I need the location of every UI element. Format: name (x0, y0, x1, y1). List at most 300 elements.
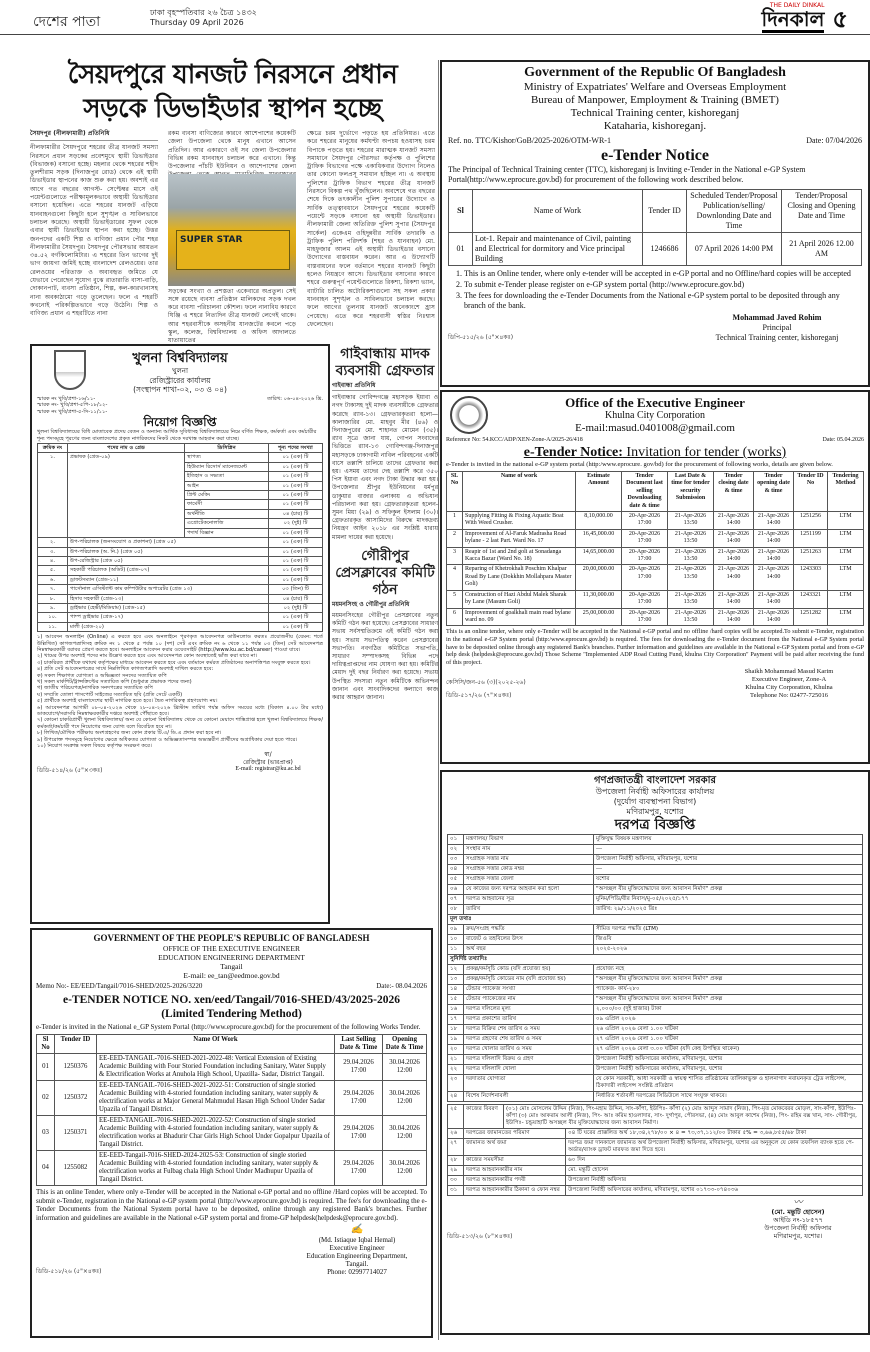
table-cell: ০১ (448, 835, 464, 845)
col-header: Tender closing date & time (714, 472, 754, 512)
signature-icon: ✍ (350, 1224, 364, 1235)
table-cell: মো. মন্তুটি হোসেন (566, 1166, 863, 1176)
table-cell: ২,০০০/০০ (দুই হাজার) টাকা (594, 1005, 863, 1015)
condition-item: খ) সকল মার্কশিট/ট্রান্সক্রিপ্টের সত্যায়িত কপি (শুধুমাত্র প্রভাষক পদের জন্য) (37, 679, 192, 685)
table-cell: ২৭ এপ্রিল ২০২৬ বেলা ১.০০ ঘটিকা (594, 1035, 863, 1045)
side-headline-2: গৌরীপুর প্রেসক্লাবের কমিটি গঠন (335, 547, 435, 598)
col-header: Tender ID (55, 1035, 97, 1054)
ttc-tender-table (448, 189, 862, 266)
table-cell: উপ-রেজিস্ট্রার (গ্রেড ০৫) (68, 556, 269, 565)
notice-footer: This is an online tender, where only e-Tender will be accepted in the National e-GP portal and no offline /hard copies will be accepted.To submit e-Tender, registration in the national e-GP System portal (http:/www.eprocure.gov.bd) is required. The fees for downloading the e-Tender document from the National e-GP System portal have to be deposited online through any registered Bank's branches. Further information and guidelines are available in the National e-GP System portal and from e-GP help desk (helpdesk@eprocure.gov.bd) Those Scheme "Implemented ADP Road Cutting Fund, khulna City Corporation" Payment will be paid after receiving the fund of this project. (446, 628, 864, 666)
table-cell: পদার্থ বিজ্ঞান (185, 528, 269, 537)
table-row (448, 1075, 863, 1092)
signer-title: উপজেলা নির্বাহী অফিসার (764, 1224, 832, 1232)
signer-name: (মো. মন্তুটি হোসেন) (771, 1208, 825, 1216)
side-headline-1: গাইবান্ধায় মাদক ব্যবসায়ী গ্রেফতার (335, 346, 435, 379)
table-row (448, 875, 863, 885)
table-cell: প্রভাষক (গ্রেড-০৯) (68, 453, 185, 538)
table-cell: দরপত্র আহবানকারীর নাম (464, 1166, 566, 1176)
table-cell: ০১ (এক) টি (269, 575, 323, 584)
table-cell: বিশেষ নির্দেশনাবলী (464, 1092, 594, 1102)
signer-title: Executive Engineer, Zone-A (751, 676, 827, 684)
table-row (38, 603, 323, 612)
table-row (37, 1081, 427, 1116)
table-cell: ১৩ (448, 975, 464, 985)
masthead-logo (762, 2, 848, 33)
table-cell: ১৮ (448, 1025, 464, 1035)
table-cell: ২৭ (448, 1139, 464, 1156)
table-cell: 21-Apr-2026 14:00 (754, 512, 794, 530)
table-row (447, 608, 864, 626)
notice-date: তারিখ: ০৬-০৪-২০২৬ খ্রি. (267, 396, 323, 402)
table-cell: ০২ (448, 845, 464, 855)
table-row (448, 1055, 863, 1065)
table-row (448, 855, 863, 865)
notice-intro: খুলনা বিশ্ববিদ্যালয়ের বিধি মোতাবেক প্রদেয় বেতন ও অন্যান্য আর্থিক সুবিধাসহ বিশ্ববিদ্যালয়ের নিম্নে বর্ণিত শিক্ষক, কর্মকর্তা এবং কর্মচারীর শূন্য পদসমূহে পূরণের জন্য বাংলাদেশের প্রকৃত নাগরিকদের নিকট থেকে দরখাস্ত আহবান করা যাচ্ছে। (37, 429, 317, 442)
table-row (448, 935, 863, 945)
table-cell: 1 (447, 512, 463, 530)
table-cell: 21-Apr-2026 14:00 (714, 590, 754, 608)
table-row (448, 1035, 863, 1045)
side-stories (332, 344, 438, 924)
ad-code: ডিডি-৫১৩/২৬ (৮"×৪কঃ) (447, 1233, 513, 1240)
condition-item: ৮) লিখিত/মৌখিক পরীক্ষায় অংশগ্রহণের জন্য কোন প্রকার টি.এ/ ডি.এ প্রদান করা হবে না। (37, 730, 222, 737)
lead-headline (30, 58, 435, 126)
issue-date-bn: ঢাকা বৃহস্পতিবার ২৬ চৈত্র ১৪৩২ (150, 8, 257, 17)
kcc-title (446, 444, 864, 461)
table-cell: ০৯ এপ্রিল ২০২৬ (594, 1015, 863, 1025)
table-cell: 25,00,000.00 (576, 608, 622, 626)
table-cell: 20-Apr-2026 17:00 (622, 565, 668, 590)
table-cell: ০১ (এক) টি (269, 491, 323, 500)
table-cell: ০৩ (448, 855, 464, 865)
table-cell: Improvement of Al-Faruk Madrasha Road bylane - 2 last Part. Ward No. 17 (463, 529, 576, 547)
cell-work: Lot-1. Repair and maintenance of Civil, painting and Electrical for dormitory and Vice principal Building (473, 233, 643, 266)
table-cell: 21-Apr-2026 14:00 (754, 608, 794, 626)
table-header-row (38, 444, 323, 453)
col-header: Tender ID (643, 190, 687, 233)
table-cell: 4 (447, 565, 463, 590)
table-cell: ফার্মেসী (185, 500, 269, 509)
signer-org: Khulna City Corporation, Khulna (745, 684, 833, 692)
signer-title: Executive Engineer (329, 1244, 385, 1252)
notice-email: E-mail: ee_tan@eedmoe.gov.bd (183, 971, 280, 980)
manirampur-info-table (447, 834, 863, 1102)
table-cell: সহকারী পরিচালক (অডিট) (গ্রেড-০৭) (68, 566, 269, 575)
condition-item: ৩) চাকরিরত প্রার্থীকে যথাযথ কর্তৃপক্ষের মাধ্যমে আবেদন করতে হবে এবং বর্তমানে কর্মরত প্রতিষ্ঠানের অনাপত্তিপত্র সংযুক্ত করতে হবে। (37, 659, 311, 666)
table-cell: তারিখ: ২৯/১১/২০২৫ খ্রিঃ (594, 905, 863, 915)
table-cell: EE-EED-TANGAIL-7016-SHED-2021-2022-48: Vertical Extension of Existing Academic Building with Four Storied Foundation including Sanitary, Water Supply & Electrification Works at Anuhola High School, Upazilla- Sadar, District Tangail. (97, 1054, 335, 1081)
table-cell: ১০. (38, 613, 68, 622)
table-cell: প্রকল্প/কর্মসূচি কোড (যদি প্রযোজ্য হয়) (464, 965, 594, 975)
table-cell: টেন্ডার প্যাকেজের নাম (464, 995, 594, 1005)
table-row (448, 1139, 863, 1156)
notice-subtitle: (Limited Tendering Method) (161, 1007, 302, 1020)
table-cell: ১০ (448, 935, 464, 945)
table-cell: ২০ (448, 1045, 464, 1055)
table-cell: LTM (828, 512, 864, 530)
table-cell: ৭. (38, 585, 68, 594)
side-byline-1: গাইবান্ধা প্রতিনিধি (332, 382, 438, 391)
table-cell: 30.04.2026 12:00 (383, 1116, 427, 1151)
col-header: ডিসিপ্লিন (185, 444, 269, 453)
condition-item: ২) খামের উপর অবশ্যই পদের নাম উল্লেখ করতে হবে এবং আবেদনপত্র কোন অবস্থাতেই ভাঁজ করা যাবে না। (37, 653, 258, 660)
eed-tender-table (36, 1034, 427, 1186)
condition-item: ১০) নিয়োগ সংক্রান্ত সকল বিষয়ে কর্তৃপক্ষ সংরক্ষণ করে। (37, 743, 152, 750)
header-rule (0, 34, 870, 35)
signature-block (692, 313, 862, 343)
table-cell: 01 (37, 1054, 55, 1081)
signer-id: আইডি নং-১৮৫৭৭ (773, 1216, 823, 1224)
table-cell: সংগ্রাহক সত্তার নাম (464, 855, 594, 865)
table-cell: মালী (গ্রেড-২০) (68, 622, 269, 631)
kcc-office: Office of the Executive Engineer (565, 395, 745, 410)
table-cell: যে কোন সরকারী, আধা সরকারী ও স্বায়ত্ব শাসিত প্রতিষ্ঠানের তালিকাভুক্ত ও হালনাগাদ নবায়নকৃত ট্রেড লাইসেন্স, ঠিকাদারী লাইসেন্স সংশ্লিষ্ট প্রতিষ্ঠান (594, 1075, 863, 1092)
table-cell: পাম্প ড্রাইভার (গ্রেড-১৭) (68, 613, 269, 622)
table-cell: LTM (828, 608, 864, 626)
table-cell: 8,10,000.00 (576, 512, 622, 530)
table-row (38, 566, 323, 575)
table-row (448, 925, 863, 935)
table-cell: Construction of Hazi Abdul Malek Sharak by Lane (Masum Goli) (463, 590, 576, 608)
manirampur-work-table (447, 1104, 863, 1196)
table-cell: ২৫ (448, 1105, 464, 1129)
table-row (448, 1065, 863, 1075)
table-cell: ০১ (এক) টি (269, 453, 323, 462)
table-header-row (449, 190, 862, 233)
table-row (448, 1176, 863, 1186)
table-row (447, 565, 864, 590)
table-cell: দরপত্র দলিলের মূল্য (464, 1005, 594, 1015)
table-cell: ২৩ (448, 1075, 464, 1092)
table-row (448, 995, 863, 1005)
table-cell: ০৪ টি ঘরের প্রাক্কলিত অর্থ ১৮,৩৪,২৭৮/০০ × ৪ = ৭৩,৩৭,১১২/০০ টাকার ৫% = ৩,৬৬,৮৫৫/৬৮ টাকা (566, 1129, 863, 1139)
table-cell: 21-Apr-2026 13:50 (668, 547, 714, 565)
notice-dept: EDUCATION ENGINEERING DEPARTMENT (158, 953, 305, 962)
notice-terms (448, 269, 862, 311)
table-row (447, 512, 864, 530)
table-cell: 30.04.2026 12:00 (383, 1054, 427, 1081)
col-header: Estimate Amount (576, 472, 622, 512)
signer-title: রেজিস্ট্রার (ভারপ্রাপ্ত) (243, 758, 293, 766)
table-cell: ৯. (38, 603, 68, 612)
table-row (448, 945, 863, 955)
table-row (448, 1129, 863, 1139)
signer-phone: Telephone No: 02477-725016 (750, 692, 828, 700)
table-cell: জিওবি (594, 935, 863, 945)
table-cell: ২৬ (448, 1129, 464, 1139)
table-cell: --- (594, 865, 863, 875)
table-cell: ০১ (এক) টি (269, 566, 323, 575)
table-cell: 21-Apr-2026 13:50 (668, 512, 714, 530)
title-bold: e-Tender Notice: (523, 445, 623, 460)
col-header: ক্রমিক নং (38, 444, 68, 453)
kcc-tender-notice (440, 390, 870, 764)
headline-line-2: সড়কে ডিভাইডার স্থাপন হচ্ছে (83, 94, 382, 124)
table-row (447, 547, 864, 565)
term-item: 1. This is an Online tender, where only e-tender will be accepted in e-GP portal and no Offline/hard copies will be accepted (464, 269, 862, 279)
table-cell: 03 (37, 1116, 55, 1151)
table-cell: দরপত্র আহবানকারীর ঠিকানা ও ফোন নম্বর (464, 1186, 566, 1196)
table-cell: ০৯ (448, 925, 464, 935)
ref-number: Ref. no. TTC/Kishor/GoB/2025-2026/OTM-WR-1 (448, 136, 611, 145)
table-row (448, 1005, 863, 1015)
signer-name: Shaikh Mohammad Masud Karim (744, 668, 834, 676)
table-cell: 21-Apr-2026 14:00 (754, 547, 794, 565)
table-cell: ২. (38, 538, 68, 547)
memo-lines (37, 396, 107, 415)
table-cell: সংগ্রাহক সত্তার কোড নম্বর (464, 865, 594, 875)
table-cell: 29.04.2026 17:00 (335, 1116, 383, 1151)
col-header: Name Of Work (97, 1035, 335, 1054)
cell-tender-id: 1246686 (643, 233, 687, 266)
notice-dept: (দুর্যোগ ব্যবস্থাপনা বিভাগ) (613, 797, 697, 806)
notice-gov: GOVERNMENT OF THE PEOPLE'S REPUBLIC OF BANGLADESH (93, 933, 370, 943)
ku-posts-table (37, 443, 323, 632)
condition-item: ক) সকল শিক্ষাগত যোগ্যতা ও অভিজ্ঞতা সনদের সত্যায়িত কপি (37, 672, 167, 679)
table-header-row (37, 1035, 427, 1054)
table-cell: EE-EED-TANGAIL-7016-SHED-2021-2022-51: Construction of single storied Academic Building with 4-storied foundation including sanitary, water supply & electrification works at Major General Mahmudul Hasan High School Under Sadar Upazila of Tangail District. (97, 1081, 335, 1116)
table-row (38, 622, 323, 631)
newspaper-logo: দিনকাল (761, 7, 825, 31)
notice-office: OFFICE OF THE EXECUTIVE ENGINEER (163, 944, 300, 953)
notice-gov: গণপ্রজাতন্ত্রী বাংলাদেশ সরকার (594, 775, 716, 786)
table-cell: "অসচ্ছল বীর মুক্তিযোদ্ধাদের জন্য আবাসন নির্মাণ" প্রকল্প (594, 885, 863, 895)
table-cell: অর্থনীতি (185, 509, 269, 518)
term-item: 2. To submit e-Tender please register on e-GP system portal (http://www.eprocure.gov.bd) (464, 280, 862, 290)
byline: সৈয়দপুর (নীলফামারী) প্রতিনিধি (30, 130, 158, 141)
ku-branch: (সংস্থাপন শাখা-০২, ০৩ ও ০৪) (133, 385, 227, 394)
signature-block (213, 751, 323, 774)
notice-gov: Government of the Republic Of Bangladesh (524, 65, 786, 80)
notice-title: দরপত্র বিজ্ঞপ্তি (614, 817, 696, 833)
table-cell: ৩১ (448, 1186, 464, 1196)
table-row (448, 1015, 863, 1025)
manirampur-tender-notice (440, 770, 870, 1335)
cell-closing: 21 April 2026 12.00 AM (782, 233, 862, 266)
logo-group (762, 2, 825, 33)
col-header: শূন্য পদের সংখ্যা (269, 444, 323, 453)
col-header: Tender/Proposal Closing and Opening Date and Time (782, 190, 862, 233)
memo-line: স্মারক নং- খুবি/প্রশা-৫পি-১৮/১২- (37, 402, 108, 409)
ku-city: খুলনা (171, 367, 189, 375)
table-cell: ০৭ (448, 895, 464, 905)
kcc-tender-table (446, 471, 864, 626)
table-cell: দরপত্র আহবানের সূত্র (464, 895, 594, 905)
table-cell: পার্সোনাল এসিস্ট্যান্ট কাম কম্পিউটার অপারেটর (গ্রেড ১৩) (68, 585, 269, 594)
notice-intro: e-Tender is invited in the national e-GP system portal (http:/www.eprocure. gov/bd) for the procurement of following works, details are given below. (446, 461, 833, 468)
table-cell: স্থাপত্য (185, 453, 269, 462)
notice-intro: The Principal of Technical Training center (TTC), kishoreganj is Inviting e-Tender in the National e-GP System Portal(http://www.eprocure.gov.bd) for procurement of the following work described below. (448, 165, 806, 184)
signature-block (714, 668, 864, 700)
table-cell: 30.04.2026 12:00 (383, 1081, 427, 1116)
table-row (448, 1156, 863, 1166)
table-cell: ০১ (এক) টি (269, 613, 323, 622)
table-cell: আইন (185, 481, 269, 490)
table-row (38, 538, 323, 547)
signed-mark: স্বা/ (264, 751, 272, 759)
table-cell: প্রকল্প/কর্মসূচি কোডের নাম (যদি প্রযোজ্য হয়) (464, 975, 594, 985)
table-row (448, 975, 863, 985)
table-cell: ০৫ (448, 875, 464, 885)
signature-block (733, 1198, 863, 1240)
table-cell: কাজের বিবরণ (464, 1105, 504, 1129)
table-cell: ০৪ (চার) টি (269, 594, 323, 603)
table-cell: EE-EED-TANGAIL-7016-SHED-2021-2022-52: Construction of single storied Academic Building with 4-storied foundation including sanitary, water supply & electrification works at Bhadurir Char Girls High School Under Gopalpur Upazila of Tangail District. (97, 1116, 335, 1151)
table-cell: দরদাতার যোগ্যতা (464, 1075, 594, 1092)
table-cell: 1250376 (55, 1054, 97, 1081)
table-cell: 2 (447, 529, 463, 547)
table-cell: 21-Apr-2026 13:50 (668, 608, 714, 626)
table-cell: 20,00,000.00 (576, 565, 622, 590)
table-cell: যে কাজের জন্য দরপত্র আহবান করা হলো (464, 885, 594, 895)
table-cell: 21-Apr-2026 14:00 (754, 565, 794, 590)
table-cell: 21-Apr-2026 13:50 (668, 565, 714, 590)
side-story-1-text: গাইবান্ধার গোবিন্দগঞ্জে মহাসড়ক ইয়াবা ও নগদ টাকাসহ দুই মাদক ব্যবসায়ীকে গ্রেফতার করেছে র‍্যাব-১৩। গ্রেফতারকৃতরা হলো— কালাজারির মো. মাহবুব মীর (৪৬) ও দিনাজপুরের মো. শাহানত মোমেন (৩৫)। র‍্যাব সূত্রে জানা যায়, গোপন সংবাদের ভিত্তিতে র‍্যাব-১৩ গোবিন্দগঞ্জ-দিনাজপুর মহাসড়কে ঢাকাগামী নাবিল পরিবহনের একটি বাসে তল্লাশি চালিয়ে তাদের গ্রেফতার করা হয়। এসময় তাদের দেহ তল্লাশি করে ৩৫০ পিস ইয়াবা এবং নগদ টাকা উদ্ধার করা হয়। উপজেলার শ্রীপুর ইউনিয়নের ধর্মপুর ডাকুয়ার বাজার এলাকায় এ অভিযান পরিচালনা করা হয়। গ্রেফতারকৃতরা হলেন-সুমন মিয়া (২৯) ও সফিকুল ইসলাম (৩০)। গ্রেফতারকৃত আসামিদের বিরুদ্ধে মাদকদ্রব্য নিয়ন্ত্রণ আইন ২০১৮ এর সংশ্লিষ্ট ধারায় মামলা দায়ের করা হয়েছে। (332, 394, 438, 541)
ttc-tender-notice (440, 60, 870, 387)
notice-date: Date: 05.04.2026 (822, 437, 864, 443)
col-header: Tender opening date & time (754, 472, 794, 512)
table-row (448, 1045, 863, 1055)
table-row (448, 905, 863, 915)
eed-tender-notice (30, 928, 433, 1338)
table-cell: দরপত্র আহবানকারীর পদবী (464, 1176, 566, 1186)
table-cell: 1243321 (794, 590, 828, 608)
table-cell: 5 (447, 590, 463, 608)
table-cell: উপজেলা নির্বাহী অফিসারের কার্যালয়, মণিরামপুর, যশোর (594, 1065, 863, 1075)
table-cell: জামানত অর্থ জমা (464, 1139, 566, 1156)
table-row (448, 1186, 863, 1196)
table-cell: 21-Apr-2026 14:00 (714, 512, 754, 530)
story-column-1 (30, 130, 158, 340)
table-cell: ১২ (448, 965, 464, 975)
table-cell: 29.04.2026 17:00 (335, 1151, 383, 1186)
table-cell: 1250372 (55, 1081, 97, 1116)
table-cell: ৩. (38, 547, 68, 556)
table-cell: হিউম্যান রিসোর্স ম্যানেজমেন্ট (185, 462, 269, 471)
condition-item: ঘ) সম্প্রতি তোলা পাসপোর্ট সাইজের সত্যায়িত ছবি (প্রতি সেটে একটি) (37, 691, 183, 698)
table-cell: ২২ (448, 1065, 464, 1075)
table-cell: 3 (447, 547, 463, 565)
table-row (38, 613, 323, 622)
section-label: মূল তথ্যঃ (448, 915, 863, 925)
ku-office: রেজিস্ট্রারের কার্যালয় (149, 376, 211, 385)
table-cell: 1251282 (794, 608, 828, 626)
notice-date: Date: 07/04/2026 (806, 136, 862, 145)
table-cell: ০১ (এক) টি (269, 528, 323, 537)
col-header: Sl (449, 190, 473, 233)
table-cell: ৩০ (448, 1176, 464, 1186)
notice-place: মণিরামপুর, যশোর (626, 807, 684, 816)
signer-email: E-mail: registrar@ku.ac.bd (235, 766, 301, 773)
ku-crest-icon (54, 350, 86, 390)
notice-office: উপজেলা নির্বাহী অফিসারের কার্যালয় (595, 787, 715, 796)
notice-ministry: Ministry of Expatriates' Welfare and Overseas Employment (523, 81, 787, 93)
table-cell: কাজের সময়সীমা (464, 1156, 566, 1166)
table-cell: 21-Apr-2026 14:00 (714, 547, 754, 565)
table-header-row (447, 472, 864, 512)
table-cell: LTM (828, 565, 864, 590)
table-cell: 02 (37, 1081, 55, 1116)
logo-tagline: THE DAILY DINKAL (769, 2, 825, 9)
ad-codes (446, 679, 526, 700)
table-row (448, 835, 863, 845)
table-cell: এগ্রোটেকনোলজি (185, 519, 269, 528)
table-cell: সীমিত দরপত্র পদ্ধতি (LTM) (594, 925, 863, 935)
table-cell: ০১ (এক) টি (269, 622, 323, 631)
table-row (448, 895, 863, 905)
table-cell: ০১ (এক) টি (269, 481, 323, 490)
table-cell: ২৯ (448, 1166, 464, 1176)
col-header: Opening Date & Time (383, 1035, 427, 1054)
table-cell: ০৬ (448, 885, 464, 895)
table-cell: ২১ (448, 1055, 464, 1065)
table-cell: যশোর (594, 875, 863, 885)
table-cell: উপজেলা নির্বাহী অফিসারের কার্যালয়, মণিরামপুর, যশোর ০১৭৩৩-০৭৪০৩৬ (566, 1186, 863, 1196)
table-cell: ১৭ (448, 1015, 464, 1025)
table-cell: ২৮ (448, 1156, 464, 1166)
kcc-org: Khulna City Corporation (605, 410, 705, 421)
table-cell: দরপত্র খোলার তারিখ ও সময় (464, 1045, 594, 1055)
table-cell: ড্রাইভার (হেভী/মিডিয়াম) (গ্রেড-১৫) (68, 603, 269, 612)
signer-dept: Education Engineering Department, (306, 1252, 408, 1260)
table-cell: 1255082 (55, 1151, 97, 1186)
issue-date (150, 8, 257, 28)
table-cell: 21-Apr-2026 13:50 (668, 529, 714, 547)
table-row (447, 529, 864, 547)
news-photo (168, 174, 296, 286)
table-cell: ৪. (38, 556, 68, 565)
condition-item: ৪) প্রতি সেট আবেদনপত্রের সাথে নিম্নলিখিত কাগজপত্রাদি অবশ্যই দাখিল করতে হবে: (37, 666, 214, 673)
table-cell: 11,30,000.00 (576, 590, 622, 608)
title-rest: Invitation for tender (works) (622, 445, 787, 460)
table-cell: ১৬ (448, 1005, 464, 1015)
table-cell: ০১ (এক) টি (269, 462, 323, 471)
section-title: দেশের পাতা (33, 14, 101, 30)
term-item: 3. The fees for downloading the e-Tender Documents from the National e-GP system portal to be deposited through any branch of the bank. (464, 291, 862, 311)
table-cell: ৬. (38, 575, 68, 584)
kcc-seal-icon (450, 396, 488, 434)
table-cell: ০৩ (তিন) টি (269, 585, 323, 594)
table-cell: বাজেট ও তহবিলের উৎস (464, 935, 594, 945)
table-cell: 21-Apr-2026 14:00 (754, 590, 794, 608)
table-cell: ২৬ এপ্রিল ২০২৬ বেলা ১.০০ ঘটিকা (594, 1025, 863, 1035)
cell-publication: 07 April 2026 14:00 PM (687, 233, 782, 266)
ad-code: ডিপি-৫১৫/২৬ (৫"×৪কঃ) (448, 334, 514, 341)
condition-item: গ) জাতীয় পরিচয়পত্র/নাগরিক সনদপত্রের সত্যায়িত কপি (37, 685, 153, 692)
notice-title: e-Tender Notice (601, 147, 709, 164)
signer-name: Mohammad Javed Rohim (732, 313, 822, 322)
issue-date-en: Thursday 09 April 2026 (150, 18, 244, 27)
table-cell: ০৪ (448, 865, 464, 875)
table-cell: ০১ (এক) টি (269, 556, 323, 565)
lead-story-body (30, 130, 435, 345)
table-cell: 21-Apr-2026 14:00 (714, 565, 754, 590)
table-row (38, 594, 323, 603)
table-cell: হিসাব সহকারী (গ্রেড-১৩) (68, 594, 269, 603)
table-row (37, 1116, 427, 1151)
table-cell: সংগ্রাহক সত্তার জেলা (464, 875, 594, 885)
notice-intro: e-Tender is invited in the National e_GP System Portal (http://www.eprocure.gov.bd) for the procurement of the following Works Tender. (36, 1022, 421, 1031)
table-cell: দরপত্র গ্রহণের শেষ তারিখ ও সময় (464, 1035, 594, 1045)
story-text: নীলফামারীর সৈয়দপুরে শহরের তীব্র যানজট সমস্যা নিরসনে প্রধান সড়কের প্রবেশমুখে স্থায়ী ডিভাইডার (বিভাজক) বসানো হচ্ছে। মহলার থেকে শহরের শহীদ তুলশীরাম সড়ক (দিনাজপুর রোড) থেকে এই স্থায়ী ডিভাইডার স্থাপনের কাজ শুরু করা হয়। অবশ্যই এর আগে গত বছরের আগস্ট- সেপ্টেম্বর মাসে ওই পয়েন্টগুলোতে পরীক্ষামূলকভাবে অস্থায়ী ডিভাইডার বসানো হয়েছিল। এতে শহরের যানজট এড়িয়ে যানবাহনগুলো কিছুটা হলে সুশৃঙ্খল ও সাবিলভাবে চলাচল করেছে। অস্থায়ী ডিভাইডারের সুফল থেকে এবার স্থায়ী ডিভাইডার স্থাপন করা হচ্ছে। উত্তর জনপদের একটি শিল্প ও বাণিজ্য প্রধান পৌর শহর নীলফামারীর সৈয়দপুর। সৈয়দপুর পৌরসভার আয়তন ৩৪.৫২ বর্গকিলোমিটার। এ শহরের তিন ভাগের দুই ভাগ জায়গা জমিই হচ্ছে বাংলাদেশ রেলওয়ের। তার রেলওয়ের পরিত্যক্ত ও অব্যবহৃত জমিতে যে যেভাবে পেরেছেন সুযোগ বুঝে রাতারাতি বাসা-বাড়ি, দোকানপাট, ব্যবসা প্রতিষ্ঠান, শিল্প, কল-কারখানাসহ নানা অবকাঠামো গড়ে তুলেছেন। ফলে এ শহরটি কখনোই পরিকল্পিতভাবে গড়ে উঠেনি। শিল্প ও বাণিজ্য প্রধান এ শহরটিতে নানা (30, 144, 158, 318)
table-cell: 6 (447, 608, 463, 626)
table-cell: টেন্ডার প্যাকেজ সংখ্যা (464, 985, 594, 995)
table-cell: ২০২৫-২০২৬ (594, 945, 863, 955)
table-cell: 29.04.2026 17:00 (335, 1081, 383, 1116)
table-cell: তারিখ (464, 905, 594, 915)
signer-phone: Phone: 02997714027 (327, 1268, 387, 1276)
